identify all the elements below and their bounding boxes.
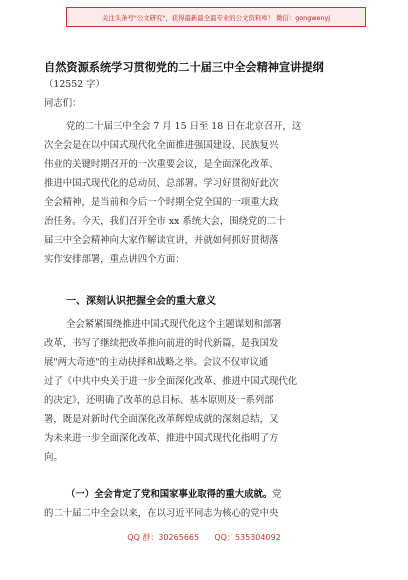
footer-qq-group: QQ 群：30265665 (127, 533, 200, 542)
salutation: 同志们： (44, 98, 82, 109)
paragraph-line: 全会紧紧围绕推进中国式现代化这个主题谋划和部署 (66, 319, 282, 330)
paragraph-line: 为未来进一步全面深化改革、推进中国式现代化指明了方 (44, 433, 279, 444)
paragraph-line: 过了《中共中央关于进一步全面深化改革、推进中国式现代化 (44, 376, 298, 387)
paragraph-line: 的二十届二中全会以来，在以习近平同志为核心的党中央 (44, 508, 279, 519)
subsection-line (66, 488, 282, 502)
subsection-text: 党 (272, 489, 282, 500)
subsection-heading: （一）全会肯定了党和国家事业取得的重大成就。 (66, 489, 273, 500)
paragraph-line: 改革，书写了继续把改革推向前进的时代新篇，是我国发 (44, 338, 279, 349)
footer-qq: QQ：535304092 (214, 533, 281, 542)
paragraph-line: 伟业的关键时期召开的一次重要会议，是全面深化改革、 (44, 159, 279, 170)
paragraph-line: 展"两大奇迹"的主动抉择和战略之举。会议不仅审议通 (44, 357, 269, 368)
paragraph-line: 署，既是对新时代全面深化改革辉煌成就的深刻总结，又 (44, 414, 279, 425)
footer-contact (0, 532, 408, 543)
document-title: 自然资源系统学习贯彻党的二十届三中全会精神宣讲提纲 (44, 61, 324, 74)
paragraph-line: 党的二十届三中全会 7 月 15 日至 18 日在北京召开，这 (66, 121, 302, 132)
paragraph-line: 向。 (44, 452, 63, 463)
paragraph-line: 推进中国式现代化的总动员、总部署。学习好贯彻好此次 (44, 178, 279, 189)
section-heading: 一、深刻认识把握全会的重大意义 (66, 296, 216, 307)
paragraph-line: 实作安排部署，重点讲四个方面： (44, 254, 185, 265)
word-count: （12552 字） (44, 79, 105, 90)
paragraph-line: 次全会是在以中国式现代化全面推进强国建设、民族复兴 (44, 140, 279, 151)
paragraph-line: 治任务。今天，我们召开全市 xx 系统大会，围绕党的二十 (44, 216, 286, 227)
paragraph-line: 届三中全会精神向大家作解读宣讲，并就如何抓好贯彻落 (44, 235, 279, 246)
promo-banner (66, 7, 366, 27)
paragraph-line: 全会精神，是当前和今后一个时期全党全国的一项重大政 (44, 197, 279, 208)
promo-banner-text: 关注头条号"公文研究"，获得最新最全最专业的公文资料库！ 微信：gongwenyj (101, 13, 331, 22)
paragraph-line: 的决定》，还明确了改革的总目标、基本原则及一系列部 (44, 395, 274, 406)
